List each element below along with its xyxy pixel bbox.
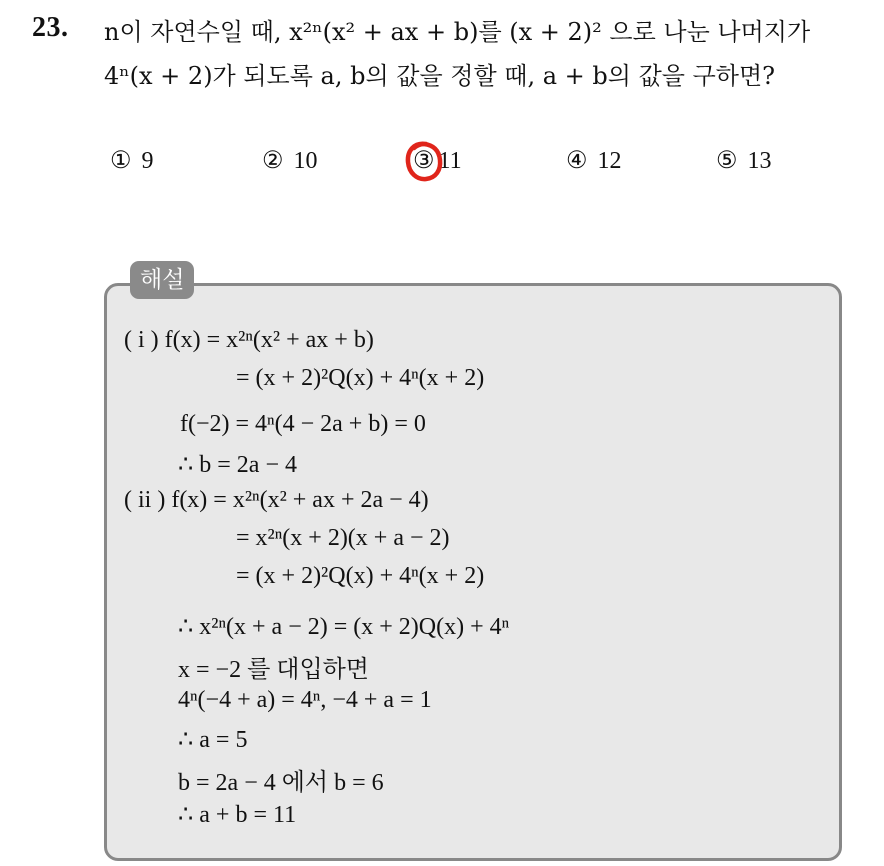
solution-line: = (x + 2)²Q(x) + 4ⁿ(x + 2) — [236, 365, 485, 391]
choice-value: 10 — [293, 148, 318, 174]
solution-line: ∴ x²ⁿ(x + a − 2) = (x + 2)Q(x) + 4ⁿ — [178, 614, 510, 640]
solution-line: ( ii ) f(x) = x²ⁿ(x² + ax + 2a − 4) — [124, 487, 429, 513]
solution-line: b = 2a − 4 에서 b = 6 — [178, 770, 384, 796]
choice-marker: ④ — [566, 148, 588, 174]
solution-line: f(−2) = 4ⁿ(4 − 2a + b) = 0 — [180, 411, 426, 437]
solution-line: = (x + 2)²Q(x) + 4ⁿ(x + 2) — [236, 563, 485, 589]
question-number: 23. — [32, 12, 69, 43]
choice-value: 13 — [747, 148, 772, 174]
solution-line: ∴ a = 5 — [178, 727, 248, 753]
choice-2[interactable] — [262, 146, 318, 175]
choice-marker: ② — [262, 148, 284, 174]
question-text-line-2: 4ⁿ(x + 2)가 되도록 a, b의 값을 정할 때, a + b의 값을 구하면? — [104, 62, 775, 90]
choice-marker: ① — [110, 148, 132, 174]
solution-line: ( i ) f(x) = x²ⁿ(x² + ax + b) — [124, 327, 374, 353]
choice-value: 11 — [438, 148, 462, 174]
choice-value: 12 — [597, 148, 622, 174]
choice-5[interactable] — [716, 146, 772, 175]
solution-label: 해설 — [130, 261, 194, 299]
choice-1[interactable] — [110, 146, 154, 175]
choice-4[interactable] — [566, 146, 622, 175]
choice-marker: ⑤ — [716, 148, 738, 174]
solution-line: ∴ b = 2a − 4 — [178, 452, 297, 478]
solution-line: 4ⁿ(−4 + a) = 4ⁿ, −4 + a = 1 — [178, 687, 432, 713]
solution-line: ∴ a + b = 11 — [178, 802, 297, 828]
solution-line: = x²ⁿ(x + 2)(x + a − 2) — [236, 525, 450, 551]
solution-line: x = −2 를 대입하면 — [178, 657, 369, 683]
answer-circle-mark — [404, 139, 444, 183]
question-text-line-1: n이 자연수일 때, x²ⁿ(x² + ax + b)를 (x + 2)² 으로 나눈 나머지가 — [104, 18, 811, 46]
choice-value: 9 — [141, 148, 154, 174]
choice-marker: ③ — [413, 148, 435, 174]
